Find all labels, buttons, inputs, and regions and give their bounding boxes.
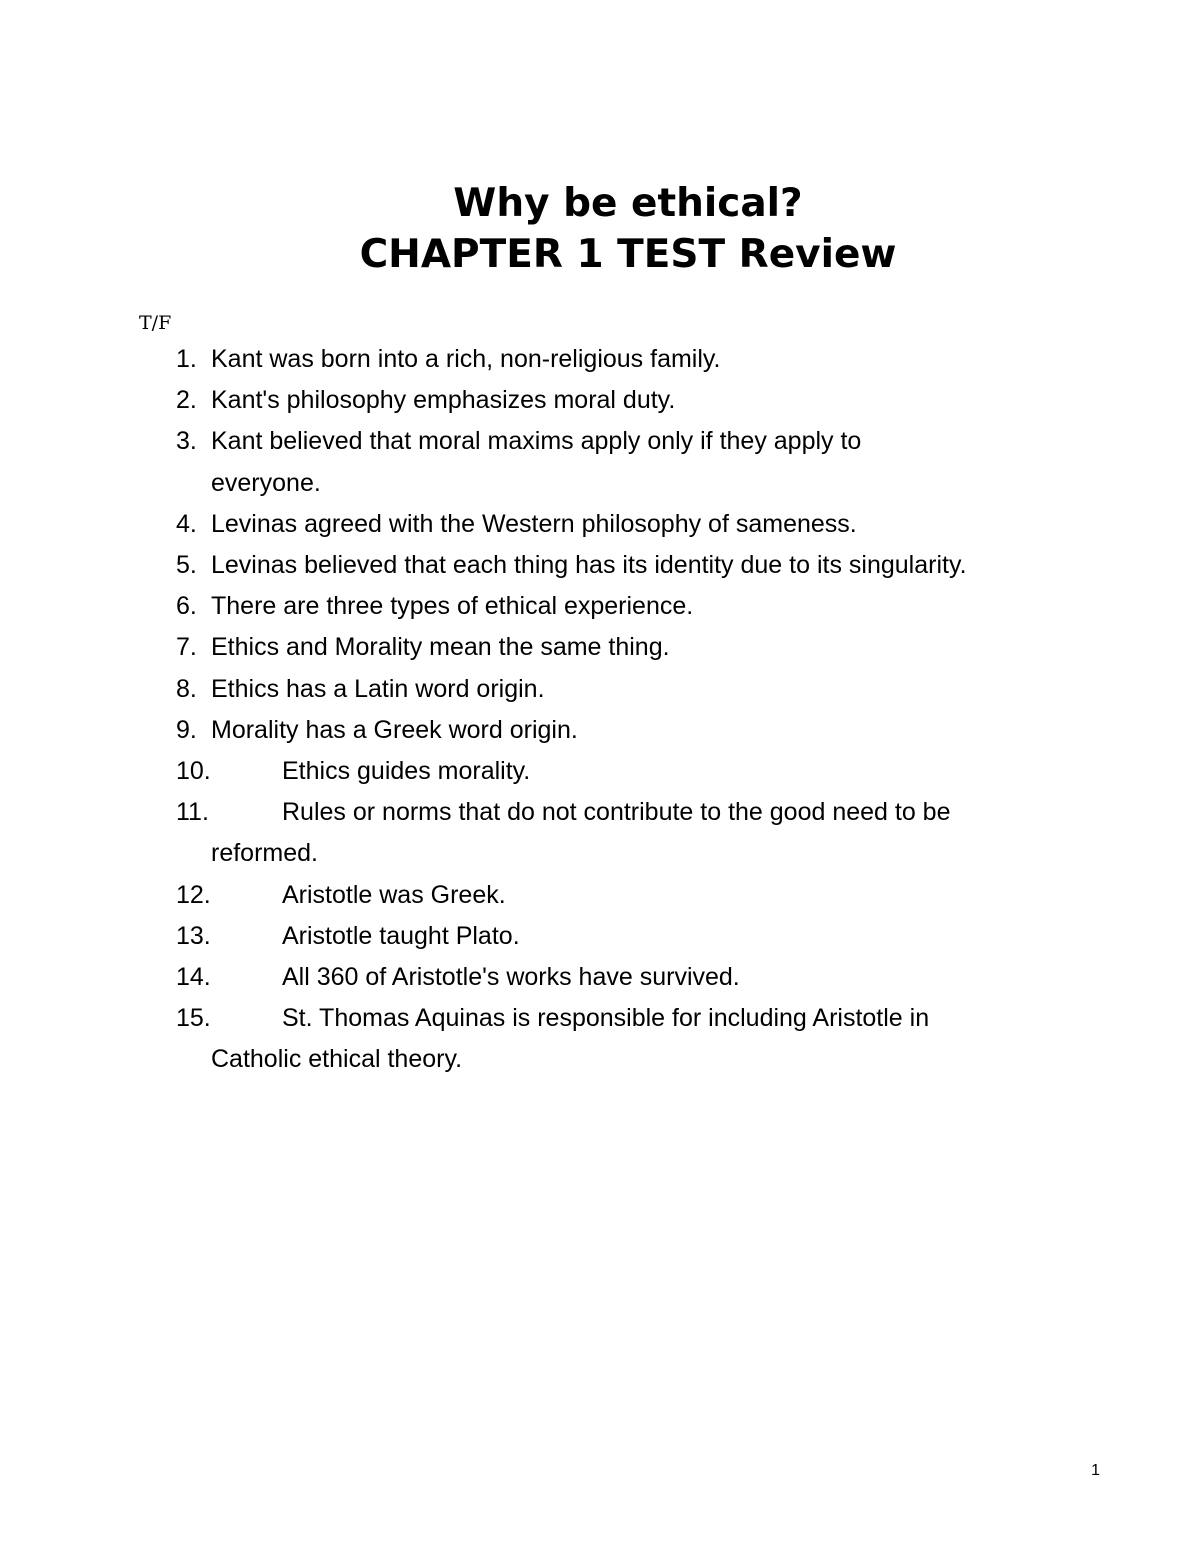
question-item xyxy=(0,545,1200,586)
question-number: 5. xyxy=(176,551,197,580)
question-list xyxy=(0,339,1200,1081)
question-item xyxy=(0,627,1200,668)
question-text-line: Catholic ethical theory. xyxy=(211,1045,463,1074)
question-number: 14. xyxy=(176,963,211,992)
title-line-1: Why be ethical? xyxy=(453,181,803,226)
title-line-2: CHAPTER 1 TEST Review xyxy=(359,232,897,277)
question-item xyxy=(0,710,1200,751)
question-number: 9. xyxy=(176,715,197,744)
question-text-line: Kant's philosophy emphasizes moral duty. xyxy=(211,386,676,415)
question-text-line: Ethics guides morality. xyxy=(282,757,531,786)
question-number: 1. xyxy=(176,345,197,373)
question-item xyxy=(0,751,1200,792)
question-number: 2. xyxy=(176,386,197,415)
question-text-line: Aristotle was Greek. xyxy=(282,880,506,909)
question-number: 13. xyxy=(176,921,211,950)
question-number: 4. xyxy=(176,509,197,538)
section-label: T/F xyxy=(139,312,172,334)
question-item xyxy=(0,421,1200,503)
question-text-line: All 360 of Aristotle's works have survived. xyxy=(282,963,740,992)
question-text-line: Kant was born into a rich, non-religious family. xyxy=(211,345,721,373)
question-number: 6. xyxy=(176,592,197,621)
question-item xyxy=(0,380,1200,421)
question-item xyxy=(0,339,1200,380)
question-number: 10. xyxy=(176,757,211,786)
question-number: 7. xyxy=(176,633,197,662)
question-item xyxy=(0,504,1200,545)
question-text-line: reformed. xyxy=(211,839,318,868)
question-item xyxy=(0,669,1200,710)
question-text-line: everyone. xyxy=(211,468,321,497)
question-text-line: Morality has a Greek word origin. xyxy=(211,715,578,744)
question-number: 8. xyxy=(176,674,197,703)
question-item xyxy=(0,916,1200,957)
question-item xyxy=(0,957,1200,998)
question-number: 15. xyxy=(176,1004,211,1033)
question-text-line: Aristotle taught Plato. xyxy=(282,921,520,950)
question-text-line: Ethics has a Latin word origin. xyxy=(211,674,545,703)
question-text-line: Kant believed that moral maxims apply only if they apply to xyxy=(211,427,862,456)
question-number: 3. xyxy=(176,427,197,456)
question-text-line: Ethics and Morality mean the same thing. xyxy=(211,633,670,662)
question-item xyxy=(0,792,1200,874)
question-item xyxy=(0,875,1200,916)
document-title xyxy=(0,178,1200,280)
question-item xyxy=(0,586,1200,627)
question-text-line: St. Thomas Aquinas is responsible for including Aristotle in xyxy=(282,1004,930,1033)
question-text-line: Levinas believed that each thing has its identity due to its singularity. xyxy=(211,551,967,580)
question-text-line: Rules or norms that do not contribute to the good need to be xyxy=(282,798,951,827)
question-text-line: There are three types of ethical experience. xyxy=(211,592,694,621)
page-number: 1 xyxy=(1091,1462,1100,1479)
question-number: 12. xyxy=(176,880,211,909)
question-number: 11. xyxy=(176,798,209,827)
question-text-line: Levinas agreed with the Western philosophy of sameness. xyxy=(211,509,857,538)
question-item xyxy=(0,998,1200,1080)
